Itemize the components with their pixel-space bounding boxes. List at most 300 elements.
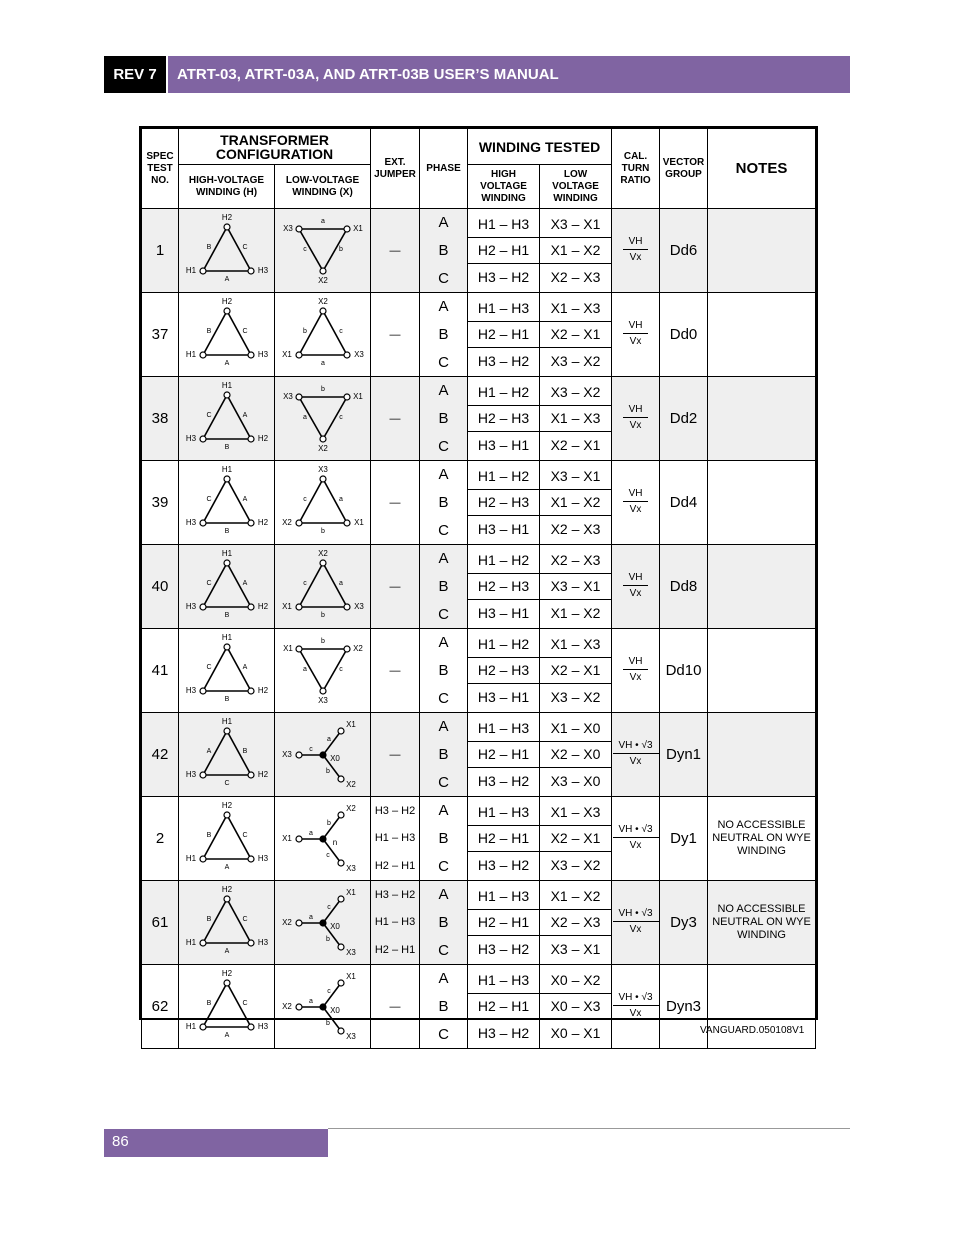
terminal-node <box>320 476 326 482</box>
lv-winding-diagram <box>275 797 371 881</box>
hv-winding-diagram <box>179 461 275 545</box>
terminal-node <box>248 352 254 358</box>
table-row <box>142 713 816 797</box>
hv-delta-diagram <box>179 293 275 371</box>
winding-pair: H3 – H2 <box>477 772 530 789</box>
phase-label: C <box>438 1025 449 1043</box>
phase-label: C <box>438 353 449 371</box>
branch-label: b <box>326 1019 330 1027</box>
terminal-label: H2 <box>221 885 233 895</box>
side-label: b <box>321 637 325 645</box>
winding-line <box>323 899 341 923</box>
vector-group: Dd8 <box>660 545 708 629</box>
side-label: b <box>303 327 307 335</box>
phase-label: A <box>438 886 449 904</box>
side-label: B <box>224 695 230 703</box>
phase-cell <box>420 965 468 1049</box>
side-label: a <box>303 665 307 673</box>
winding-pair: H2 – H3 <box>468 658 539 684</box>
phase-label: A <box>438 466 449 484</box>
side-label: A <box>224 359 230 367</box>
spec-test-number: 37 <box>142 293 179 377</box>
winding-line <box>227 395 251 439</box>
terminal-node <box>248 688 254 694</box>
vector-group: Dy1 <box>660 797 708 881</box>
terminal-label: H3 <box>185 686 197 696</box>
terminal-node <box>344 520 350 526</box>
jumper-value: — <box>389 1000 401 1013</box>
winding-pair: X1 – X2 <box>540 238 611 264</box>
ratio-denominator: Vx <box>629 420 642 431</box>
phase-label: C <box>438 605 449 623</box>
side-label: C <box>242 831 248 839</box>
winding-pair: H1 – H3 <box>468 716 539 742</box>
ratio-numerator: VH <box>623 236 649 250</box>
notes-cell <box>708 209 816 293</box>
col-header-notes: NOTES <box>708 129 816 209</box>
hv-winding-diagram <box>179 377 275 461</box>
winding-pair: X3 – X0 <box>550 772 601 789</box>
winding-pair: H3 – H2 <box>477 352 530 369</box>
hv-winding-diagram <box>179 545 275 629</box>
winding-pair: X3 – X2 <box>550 856 601 873</box>
spec-test-number: 39 <box>142 461 179 545</box>
terminal-label: X1 <box>282 834 292 844</box>
terminal-node <box>200 604 206 610</box>
lv-winding-tested <box>540 293 612 377</box>
terminal-node <box>296 604 302 610</box>
terminal-label: H3 <box>185 434 197 444</box>
winding-pair: X1 – X2 <box>540 490 611 516</box>
hv-delta-diagram <box>179 377 275 455</box>
winding-pair: X1 – X3 <box>540 406 611 432</box>
winding-pair: H3 – H2 <box>477 856 530 873</box>
terminal-node <box>320 688 326 694</box>
ext-jumper-cell <box>371 209 420 293</box>
terminal-node <box>224 644 230 650</box>
terminal-label: H1 <box>221 381 233 391</box>
jumper-value: H2 – H1 <box>374 944 416 957</box>
side-label: A <box>224 1031 230 1039</box>
jumper-value: — <box>389 580 401 593</box>
jumper-value: — <box>389 664 401 677</box>
phase-label: A <box>438 718 449 736</box>
side-label: A <box>224 275 230 283</box>
terminal-node <box>224 476 230 482</box>
terminal-node <box>224 224 230 230</box>
winding-pair: H2 – H1 <box>468 994 539 1020</box>
winding-pair: X3 – X2 <box>540 380 611 406</box>
side-label: C <box>224 779 230 787</box>
terminal-label: X3 <box>318 696 328 706</box>
winding-pair: X1 – X3 <box>540 296 611 322</box>
hv-winding-diagram <box>179 881 275 965</box>
hv-winding-tested <box>468 881 540 965</box>
phase-cell <box>420 293 468 377</box>
ratio-numerator: VH <box>623 488 649 502</box>
hv-winding-diagram <box>179 209 275 293</box>
terminal-node <box>296 646 302 652</box>
terminal-label: H1 <box>185 854 197 864</box>
spec-test-number: 61 <box>142 881 179 965</box>
winding-line <box>323 563 347 607</box>
terminal-node <box>224 812 230 818</box>
branch-label: b <box>326 935 330 943</box>
figure-reference: VANGUARD.050108V1 <box>700 1025 805 1036</box>
jumper-value: H3 – H2 <box>374 888 416 901</box>
terminal-label: X2 <box>353 644 363 654</box>
table-row <box>142 881 816 965</box>
vector-group: Dd0 <box>660 293 708 377</box>
branch-label: c <box>327 987 331 995</box>
phase-cell <box>420 377 468 461</box>
hv-winding-diagram <box>179 713 275 797</box>
side-label: B <box>224 527 230 535</box>
terminal-node <box>338 776 344 782</box>
terminal-node <box>296 226 302 232</box>
side-label: C <box>242 327 248 335</box>
terminal-node <box>338 944 344 950</box>
lv-winding-svg <box>275 713 371 791</box>
notes-cell <box>708 545 816 629</box>
side-label: B <box>242 747 248 755</box>
winding-line <box>323 229 347 271</box>
lv-winding-tested <box>540 545 612 629</box>
hv-winding-diagram <box>179 629 275 713</box>
lv-winding-svg <box>275 377 371 455</box>
ratio-numerator: VH • √3 <box>613 992 659 1006</box>
phase-label: B <box>438 829 449 847</box>
manual-title: ATRT-03, ATRT-03A, AND ATRT-03B USER’S MANUAL <box>168 56 850 93</box>
table-row <box>142 209 816 293</box>
col-header-winding-tested: WINDING TESTED <box>468 129 612 165</box>
terminal-label: X0 <box>330 922 340 932</box>
terminal-label: n <box>332 838 338 848</box>
terminal-label: X0 <box>330 754 340 764</box>
hv-delta-diagram <box>179 797 275 875</box>
winding-pair: X2 – X3 <box>540 548 611 574</box>
winding-pair: H1 – H2 <box>468 632 539 658</box>
winding-pair: H2 – H1 <box>468 826 539 852</box>
terminal-label: X2 <box>282 1002 292 1012</box>
table-row <box>142 293 816 377</box>
terminal-node <box>344 226 350 232</box>
notes-cell <box>708 461 816 545</box>
winding-pair: H1 – H3 <box>468 212 539 238</box>
terminal-node <box>320 308 326 314</box>
terminal-node <box>296 394 302 400</box>
phase-label: C <box>438 521 449 539</box>
terminal-node <box>200 520 206 526</box>
side-label: B <box>206 915 212 923</box>
terminal-label: H3 <box>257 854 269 864</box>
phase-label: B <box>438 325 449 343</box>
winding-pair: X2 – X3 <box>550 520 601 537</box>
vector-group: Dd6 <box>660 209 708 293</box>
ratio-denominator: Vx <box>629 336 642 347</box>
side-label: B <box>206 243 212 251</box>
notes-cell <box>708 293 816 377</box>
terminal-node <box>248 520 254 526</box>
phase-cell <box>420 209 468 293</box>
phase-label: A <box>438 298 449 316</box>
side-label: B <box>206 999 212 1007</box>
winding-pair: H1 – H2 <box>468 548 539 574</box>
winding-pair: H2 – H3 <box>468 406 539 432</box>
ext-jumper-cell <box>371 797 420 881</box>
terminal-node <box>344 352 350 358</box>
terminal-label: X2 <box>318 276 328 286</box>
winding-pair: X3 – X1 <box>540 212 611 238</box>
terminal-label: H3 <box>257 938 269 948</box>
side-label: B <box>206 327 212 335</box>
cal-turn-ratio <box>612 797 660 881</box>
ratio-numerator: VH <box>623 656 649 670</box>
terminal-label: H3 <box>257 266 269 276</box>
vector-group: Dy3 <box>660 881 708 965</box>
ext-jumper-cell <box>371 293 420 377</box>
winding-pair: H1 – H3 <box>468 968 539 994</box>
jumper-value: H3 – H2 <box>374 804 416 817</box>
col-header-lv-winding: LOW-VOLTAGE WINDING (X) <box>275 165 371 209</box>
phase-label: C <box>438 773 449 791</box>
ratio-denominator: Vx <box>629 672 642 683</box>
hv-delta-diagram <box>179 965 275 1043</box>
side-label: c <box>303 245 307 253</box>
terminal-node <box>248 856 254 862</box>
col-header-ext-jumper: EXT. JUMPER <box>371 129 420 209</box>
ratio-denominator: Vx <box>629 924 642 935</box>
ratio-numerator: VH <box>623 572 649 586</box>
terminal-label: X1 <box>354 518 364 528</box>
winding-pair: X2 – X3 <box>540 910 611 936</box>
ext-jumper-cell <box>371 545 420 629</box>
terminal-node <box>338 980 344 986</box>
terminal-node <box>200 772 206 778</box>
terminal-node <box>248 268 254 274</box>
terminal-node <box>224 560 230 566</box>
winding-pair: X1 – X2 <box>540 884 611 910</box>
terminal-node <box>344 394 350 400</box>
hv-delta-diagram <box>179 209 275 287</box>
winding-pair: X3 – X1 <box>540 574 611 600</box>
side-label: C <box>242 915 248 923</box>
terminal-label: H2 <box>221 297 233 307</box>
hv-delta-diagram <box>179 545 275 623</box>
winding-pair: H3 – H2 <box>477 268 530 285</box>
side-label: B <box>206 831 212 839</box>
vector-group: Dyn1 <box>660 713 708 797</box>
terminal-label: X3 <box>283 224 293 234</box>
terminal-label: X3 <box>354 350 364 360</box>
phase-cell <box>420 629 468 713</box>
terminal-node <box>248 436 254 442</box>
jumper-value: — <box>389 748 401 761</box>
lv-winding-diagram <box>275 629 371 713</box>
lv-winding-tested <box>540 797 612 881</box>
terminal-node <box>320 268 326 274</box>
col-header-phase: PHASE <box>420 129 468 209</box>
side-label: A <box>242 579 248 587</box>
winding-pair: X3 – X2 <box>550 688 601 705</box>
notes-cell <box>708 713 816 797</box>
terminal-label: H1 <box>221 717 233 727</box>
winding-pair: H2 – H1 <box>468 322 539 348</box>
terminal-label: X1 <box>353 224 363 234</box>
winding-pair: H1 – H2 <box>468 464 539 490</box>
table-row <box>142 377 816 461</box>
jumper-value: — <box>389 412 401 425</box>
cal-turn-ratio <box>612 713 660 797</box>
terminal-label: X3 <box>282 750 292 760</box>
branch-label: c <box>327 903 331 911</box>
phase-label: B <box>438 241 449 259</box>
phase-label: C <box>438 857 449 875</box>
lv-winding-tested <box>540 713 612 797</box>
terminal-label: H3 <box>185 518 197 528</box>
winding-line <box>227 563 251 607</box>
terminal-label: H1 <box>185 938 197 948</box>
terminal-label: H3 <box>257 350 269 360</box>
hv-winding-tested <box>468 461 540 545</box>
terminal-node <box>338 728 344 734</box>
terminal-node <box>200 436 206 442</box>
jumper-value: H1 – H3 <box>374 916 416 929</box>
table-row <box>142 797 816 881</box>
jumper-value: — <box>389 328 401 341</box>
cal-turn-ratio <box>612 881 660 965</box>
ext-jumper-cell <box>371 965 420 1049</box>
hv-winding-tested <box>468 713 540 797</box>
winding-pair: H3 – H2 <box>477 1024 530 1041</box>
phase-cell <box>420 797 468 881</box>
lv-winding-tested <box>540 881 612 965</box>
terminal-node <box>338 860 344 866</box>
terminal-label: H2 <box>221 801 233 811</box>
phase-label: B <box>438 409 449 427</box>
terminal-label: X1 <box>283 644 293 654</box>
side-label: c <box>339 665 343 673</box>
hv-winding-diagram <box>179 965 275 1049</box>
phase-label: B <box>438 997 449 1015</box>
phase-label: B <box>438 913 449 931</box>
lv-winding-diagram <box>275 209 371 293</box>
terminal-label: X3 <box>346 864 356 874</box>
terminal-label: X1 <box>346 888 356 898</box>
terminal-label: H1 <box>185 1022 197 1032</box>
winding-pair: H2 – H1 <box>468 742 539 768</box>
winding-pair: H3 – H1 <box>477 436 530 453</box>
terminal-node <box>248 1024 254 1030</box>
hv-winding-tested <box>468 545 540 629</box>
spec-test-number: 38 <box>142 377 179 461</box>
terminal-label: H1 <box>221 465 233 475</box>
ext-jumper-cell <box>371 713 420 797</box>
terminal-label: H3 <box>185 602 197 612</box>
terminal-label: X2 <box>282 518 292 528</box>
branch-label: a <box>309 997 313 1005</box>
lv-winding-svg <box>275 629 371 707</box>
winding-pair: H3 – H1 <box>477 520 530 537</box>
terminal-label: H1 <box>185 266 197 276</box>
terminal-label: H2 <box>257 434 269 444</box>
winding-pair: H2 – H1 <box>468 910 539 936</box>
winding-pair: X0 – X3 <box>540 994 611 1020</box>
hv-winding-tested <box>468 629 540 713</box>
notes-cell <box>708 629 816 713</box>
terminal-label: X2 <box>318 444 328 454</box>
phase-cell <box>420 713 468 797</box>
phase-label: A <box>438 550 449 568</box>
winding-pair: H2 – H3 <box>468 574 539 600</box>
phase-label: A <box>438 214 449 232</box>
branch-label: c <box>309 745 313 753</box>
page-number: 86 <box>104 1129 328 1157</box>
terminal-label: X1 <box>346 720 356 730</box>
branch-label: b <box>326 767 330 775</box>
side-label: A <box>242 411 248 419</box>
side-label: B <box>224 611 230 619</box>
phase-label: A <box>438 970 449 988</box>
terminal-label: H2 <box>257 686 269 696</box>
side-label: C <box>242 243 248 251</box>
col-header-vector-group: VECTOR GROUP <box>660 129 708 209</box>
terminal-label: X3 <box>283 392 293 402</box>
notes-cell: NO ACCESSIBLE NEUTRAL ON WYE WINDING <box>708 797 816 881</box>
winding-pair: X1 – X2 <box>550 604 601 621</box>
winding-pair: H3 – H1 <box>477 688 530 705</box>
side-label: b <box>321 527 325 535</box>
winding-line <box>323 397 347 439</box>
side-label: c <box>303 495 307 503</box>
terminal-node <box>344 604 350 610</box>
lv-winding-svg <box>275 545 371 623</box>
winding-pair: X1 – X3 <box>540 800 611 826</box>
terminal-node <box>320 836 326 842</box>
terminal-label: X3 <box>346 948 356 958</box>
winding-pair: H1 – H2 <box>468 380 539 406</box>
notes-cell <box>708 377 816 461</box>
branch-label: a <box>309 913 313 921</box>
lv-winding-svg <box>275 881 371 959</box>
phase-label: C <box>438 269 449 287</box>
vector-group: Dd2 <box>660 377 708 461</box>
hv-delta-diagram <box>179 461 275 539</box>
terminal-label: H1 <box>221 633 233 643</box>
terminal-node <box>296 352 302 358</box>
hv-delta-diagram <box>179 881 275 959</box>
side-label: a <box>321 217 325 225</box>
lv-winding-tested <box>540 377 612 461</box>
ratio-numerator: VH • √3 <box>613 740 659 754</box>
side-label: A <box>242 663 248 671</box>
hv-delta-diagram <box>179 629 275 707</box>
winding-line <box>323 479 347 523</box>
phase-cell <box>420 461 468 545</box>
lv-winding-diagram <box>275 881 371 965</box>
cal-turn-ratio <box>612 629 660 713</box>
jumper-value: H2 – H1 <box>374 860 416 873</box>
hv-winding-tested <box>468 797 540 881</box>
terminal-label: X2 <box>282 918 292 928</box>
terminal-node <box>224 392 230 398</box>
phase-label: C <box>438 941 449 959</box>
terminal-node <box>296 836 302 842</box>
ratio-numerator: VH <box>623 320 649 334</box>
branch-label: b <box>327 819 331 827</box>
winding-pair: H3 – H1 <box>477 604 530 621</box>
terminal-node <box>224 308 230 314</box>
